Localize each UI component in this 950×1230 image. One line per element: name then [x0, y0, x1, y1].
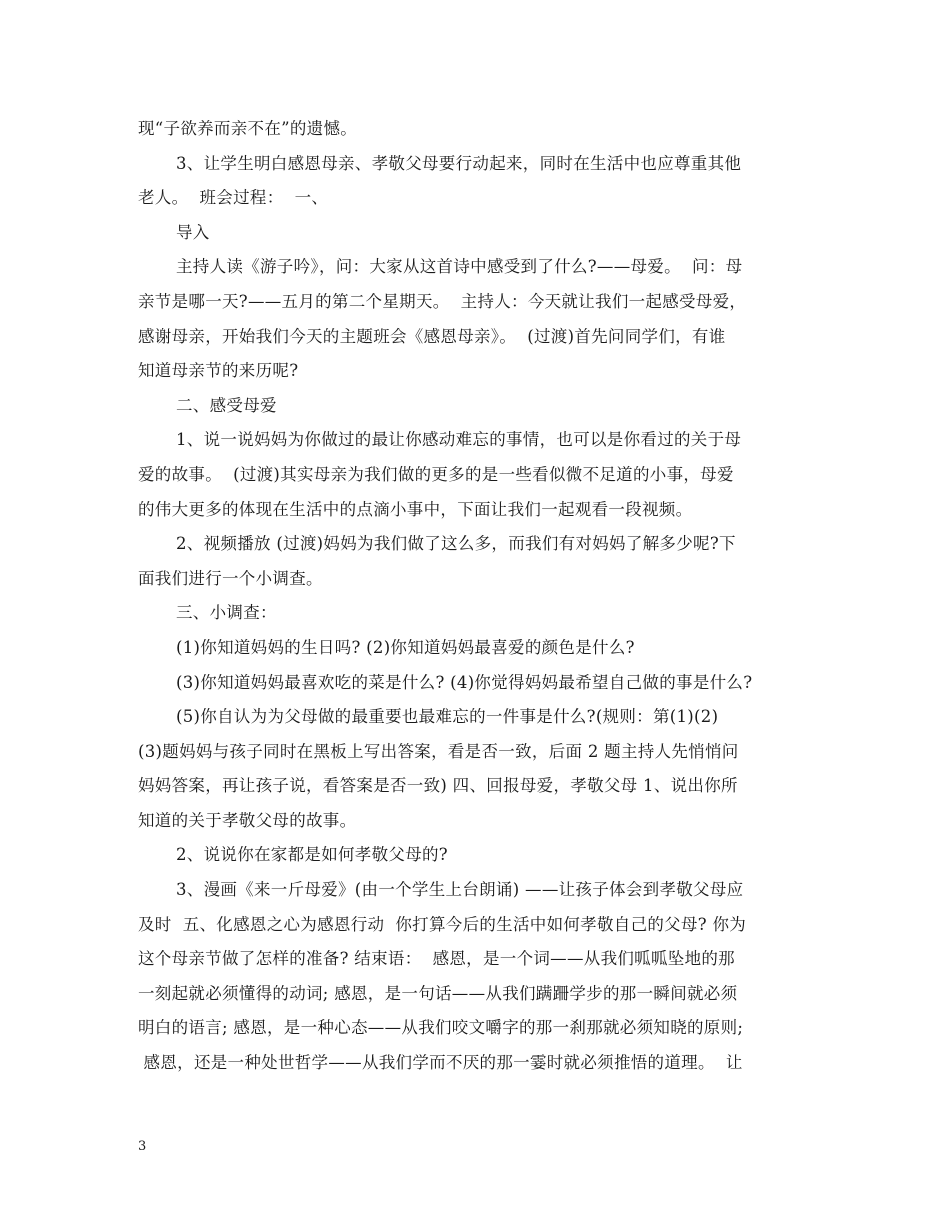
text-line: 3、漫画《来一斤母爱》(由一个学生上台朗诵) ——让孩子体会到孝敬父母应 — [176, 880, 744, 900]
text-line: 老人。 班会过程： 一、 — [138, 188, 329, 208]
text-line: 主持人读《游子吟》，问：大家从这首诗中感受到了什么?——母爱。 问：母 — [176, 257, 743, 277]
text-line: 2、视频播放 (过渡)妈妈为我们做了这么多，而我们有对妈妈了解多少呢?下 — [176, 534, 736, 554]
text-line: 爱的故事。 (过渡)其实母亲为我们做的更多的是一些看似微不足道的小事，母爱 — [138, 464, 734, 484]
text-line: 明白的语言; 感恩，是一种心态——从我们咬文嚼字的那一刹那就必须知晓的原则; — [138, 1018, 744, 1038]
page-number: 3 — [138, 1139, 147, 1154]
document-body — [138, 112, 823, 1081]
text-line: 知道的关于孝敬父母的故事。 — [138, 810, 357, 830]
text-line: 感恩，还是一种处世哲学——从我们学而不厌的那一霎时就必须推悟的道理。 让 — [138, 1053, 743, 1073]
text-line: 1、说一说妈妈为你做过的最让你感动难忘的事情，也可以是你看过的关于母 — [176, 430, 742, 450]
text-line: 亲节是哪一天?——五月的第二个星期天。 主持人：今天就让我们一起感受母爱， — [138, 291, 747, 311]
text-line: 2、说说你在家都是如何孝敬父母的? — [176, 845, 448, 865]
text-line: 及时 五、化感恩之心为感恩行动 你打算今后的生活中如何孝敬自己的父母? 你为 — [138, 914, 747, 934]
text-line: (3)你知道妈妈最喜欢吃的菜是什么? (4)你觉得妈妈最希望自己做的事是什么? — [176, 672, 753, 692]
text-line: 二、感受母爱 — [176, 395, 277, 415]
text-line: 知道母亲节的来历呢? — [138, 361, 299, 381]
text-line: 导入 — [176, 222, 210, 242]
text-line: 一刻起就必须懂得的动词; 感恩，是一句话——从我们蹒跚学步的那一瞬间就必须 — [138, 983, 738, 1003]
text-line: 面我们进行一个小调查。 — [138, 568, 323, 588]
text-line: (1)你知道妈妈的生日吗? (2)你知道妈妈最喜爱的颜色是什么? — [176, 637, 635, 657]
text-line: 现“子欲养而亲不在”的遗憾。 — [138, 119, 358, 138]
text-line: 妈妈答案，再让孩子说，看答案是否一致) 四、回报母爱，孝敬父母 1、说出你所 — [138, 776, 738, 796]
text-line: 这个母亲节做了怎样的准备? 结束语： 感恩，是一个词——从我们呱呱坠地的那 — [138, 949, 735, 969]
text-line: 三、小调查： — [176, 603, 277, 623]
text-line: 感谢母亲，开始我们今天的主题班会《感恩母亲》。 (过渡)首先问同学们，有谁 — [138, 326, 726, 346]
text-line: (5)你自认为为父母做的最重要也最难忘的一件事是什么?(规则：第(1)(2) — [176, 707, 719, 727]
text-line: 3、让学生明白感恩母亲、孝敬父母要行动起来，同时在生活中也应尊重其他 — [176, 153, 742, 173]
text-line: (3)题妈妈与孩子同时在黑板上写出答案，看是否一致，后面 2 题主持人先悄悄问 — [138, 741, 739, 761]
text-line: 的伟大更多的体现在生活中的点滴小事中，下面让我们一起观看一段视频。 — [138, 499, 693, 519]
